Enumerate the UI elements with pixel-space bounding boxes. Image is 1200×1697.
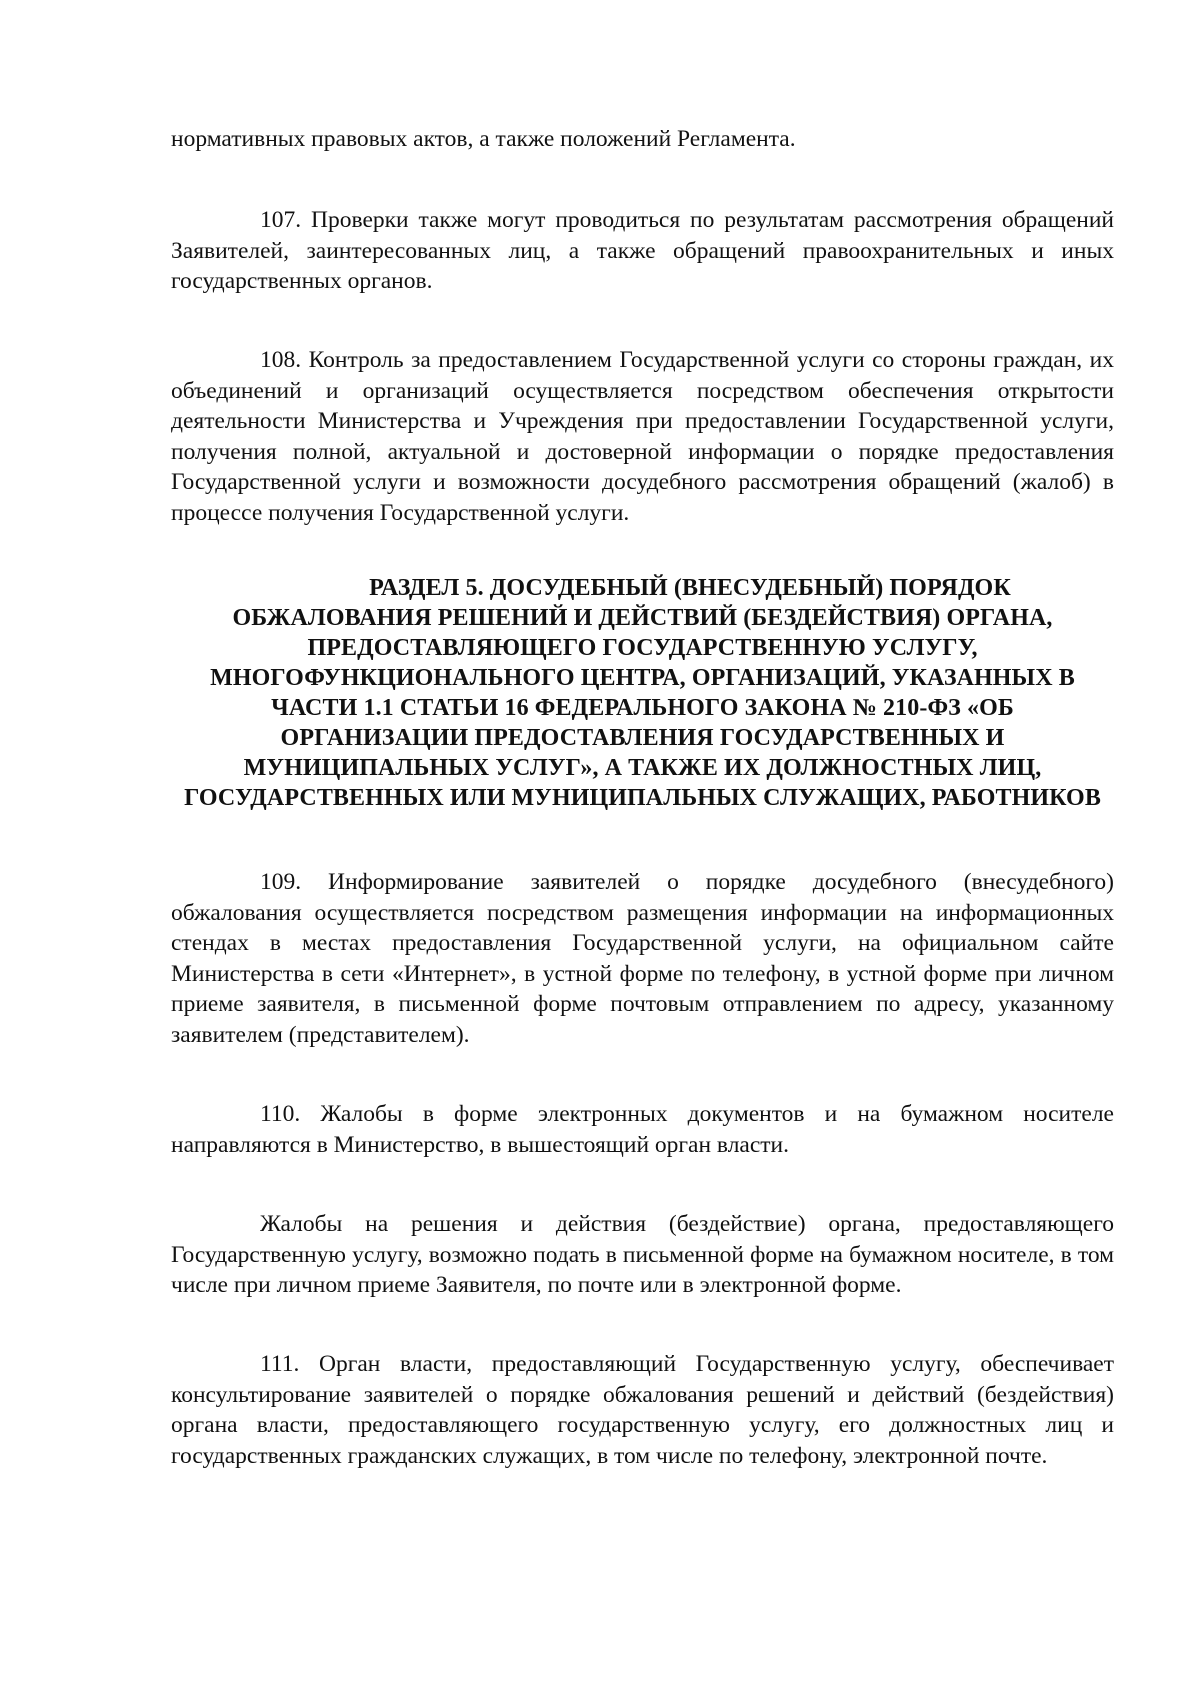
heading-line: ОБЖАЛОВАНИЯ РЕШЕНИЙ И ДЕЙСТВИЙ (БЕЗДЕЙСТВИЯ) ОРГАНА, bbox=[232, 605, 1053, 631]
paragraph-109: 109. Информирование заявителей о порядке досудебного (внесудебного) обжалования осуществляется посредством размещения информации на информационных стендах в местах предоставления Государственной услуги, на официальном сайте Министерства в сети «Интернет», в устной форме по телефону, в устной форме при личном приеме заявителя, в письменной форме почтовым отправлением по адресу, указанному заявителем (представителем). bbox=[171, 869, 1114, 1048]
paragraph-110: 110. Жалобы в форме электронных документов и на бумажном носителе направляются в Министерство, в вышестоящий орган власти. bbox=[171, 1101, 1114, 1158]
paragraph-continuation: нормативных правовых актов, а также положений Регламента. bbox=[171, 126, 796, 152]
heading-line: ЧАСТИ 1.1 СТАТЬИ 16 ФЕДЕРАЛЬНОГО ЗАКОНА № 210-ФЗ «ОБ bbox=[271, 695, 1014, 721]
heading-line: ОРГАНИЗАЦИИ ПРЕДОСТАВЛЕНИЯ ГОСУДАРСТВЕННЫХ И bbox=[280, 725, 1005, 751]
heading-line: МУНИЦИПАЛЬНЫХ УСЛУГ», А ТАКЖЕ ИХ ДОЛЖНОСТНЫХ ЛИЦ, bbox=[243, 755, 1042, 781]
heading-line: ПРЕДОСТАВЛЯЮЩЕГО ГОСУДАРСТВЕННУЮ УСЛУГУ, bbox=[307, 635, 978, 661]
paragraph-107: 107. Проверки также могут проводиться по результатам рассмотрения обращений Заявителей, заинтересованных лиц, а также обращений правоохранительных и иных государственных органов. bbox=[171, 207, 1114, 294]
paragraph-108: 108. Контроль за предоставлением Государственной услуги со стороны граждан, их объединений и организаций осуществляется посредством обеспечения открытости деятельности Министерства и Учреждения при предоставлении Государственной услуги, получения полной, актуальной и достоверной информации о порядке предоставления Государственной услуги и возможности досудебного рассмотрения обращений (жалоб) в процессе получения Государственной услуги. bbox=[171, 347, 1114, 526]
heading-line: ГОСУДАРСТВЕННЫХ ИЛИ МУНИЦИПАЛЬНЫХ СЛУЖАЩИХ, РАБОТНИКОВ bbox=[184, 785, 1101, 811]
heading-line: РАЗДЕЛ 5. ДОСУДЕБНЫЙ (ВНЕСУДЕБНЫЙ) ПОРЯДОК bbox=[369, 575, 1011, 601]
heading-line: МНОГОФУНКЦИОНАЛЬНОГО ЦЕНТРА, ОРГАНИЗАЦИЙ, УКАЗАННЫХ В bbox=[210, 665, 1075, 691]
section-5-heading bbox=[171, 573, 1114, 813]
paragraph-110-complaints: Жалобы на решения и действия (бездействие) органа, предоставляющего Государственную услугу, возможно подать в письменной форме на бумажном носителе, в том числе при личном приеме Заявителя, по почте или в электронной форме. bbox=[171, 1211, 1114, 1298]
paragraph-111: 111. Орган власти, предоставляющий Государственную услугу, обеспечивает консультирование заявителей о порядке обжалования решений и действий (бездействия) органа власти, предоставляющего государственную услугу, его должностных лиц и государственных гражданских служащих, в том числе по телефону, электронной почте. bbox=[171, 1351, 1114, 1469]
